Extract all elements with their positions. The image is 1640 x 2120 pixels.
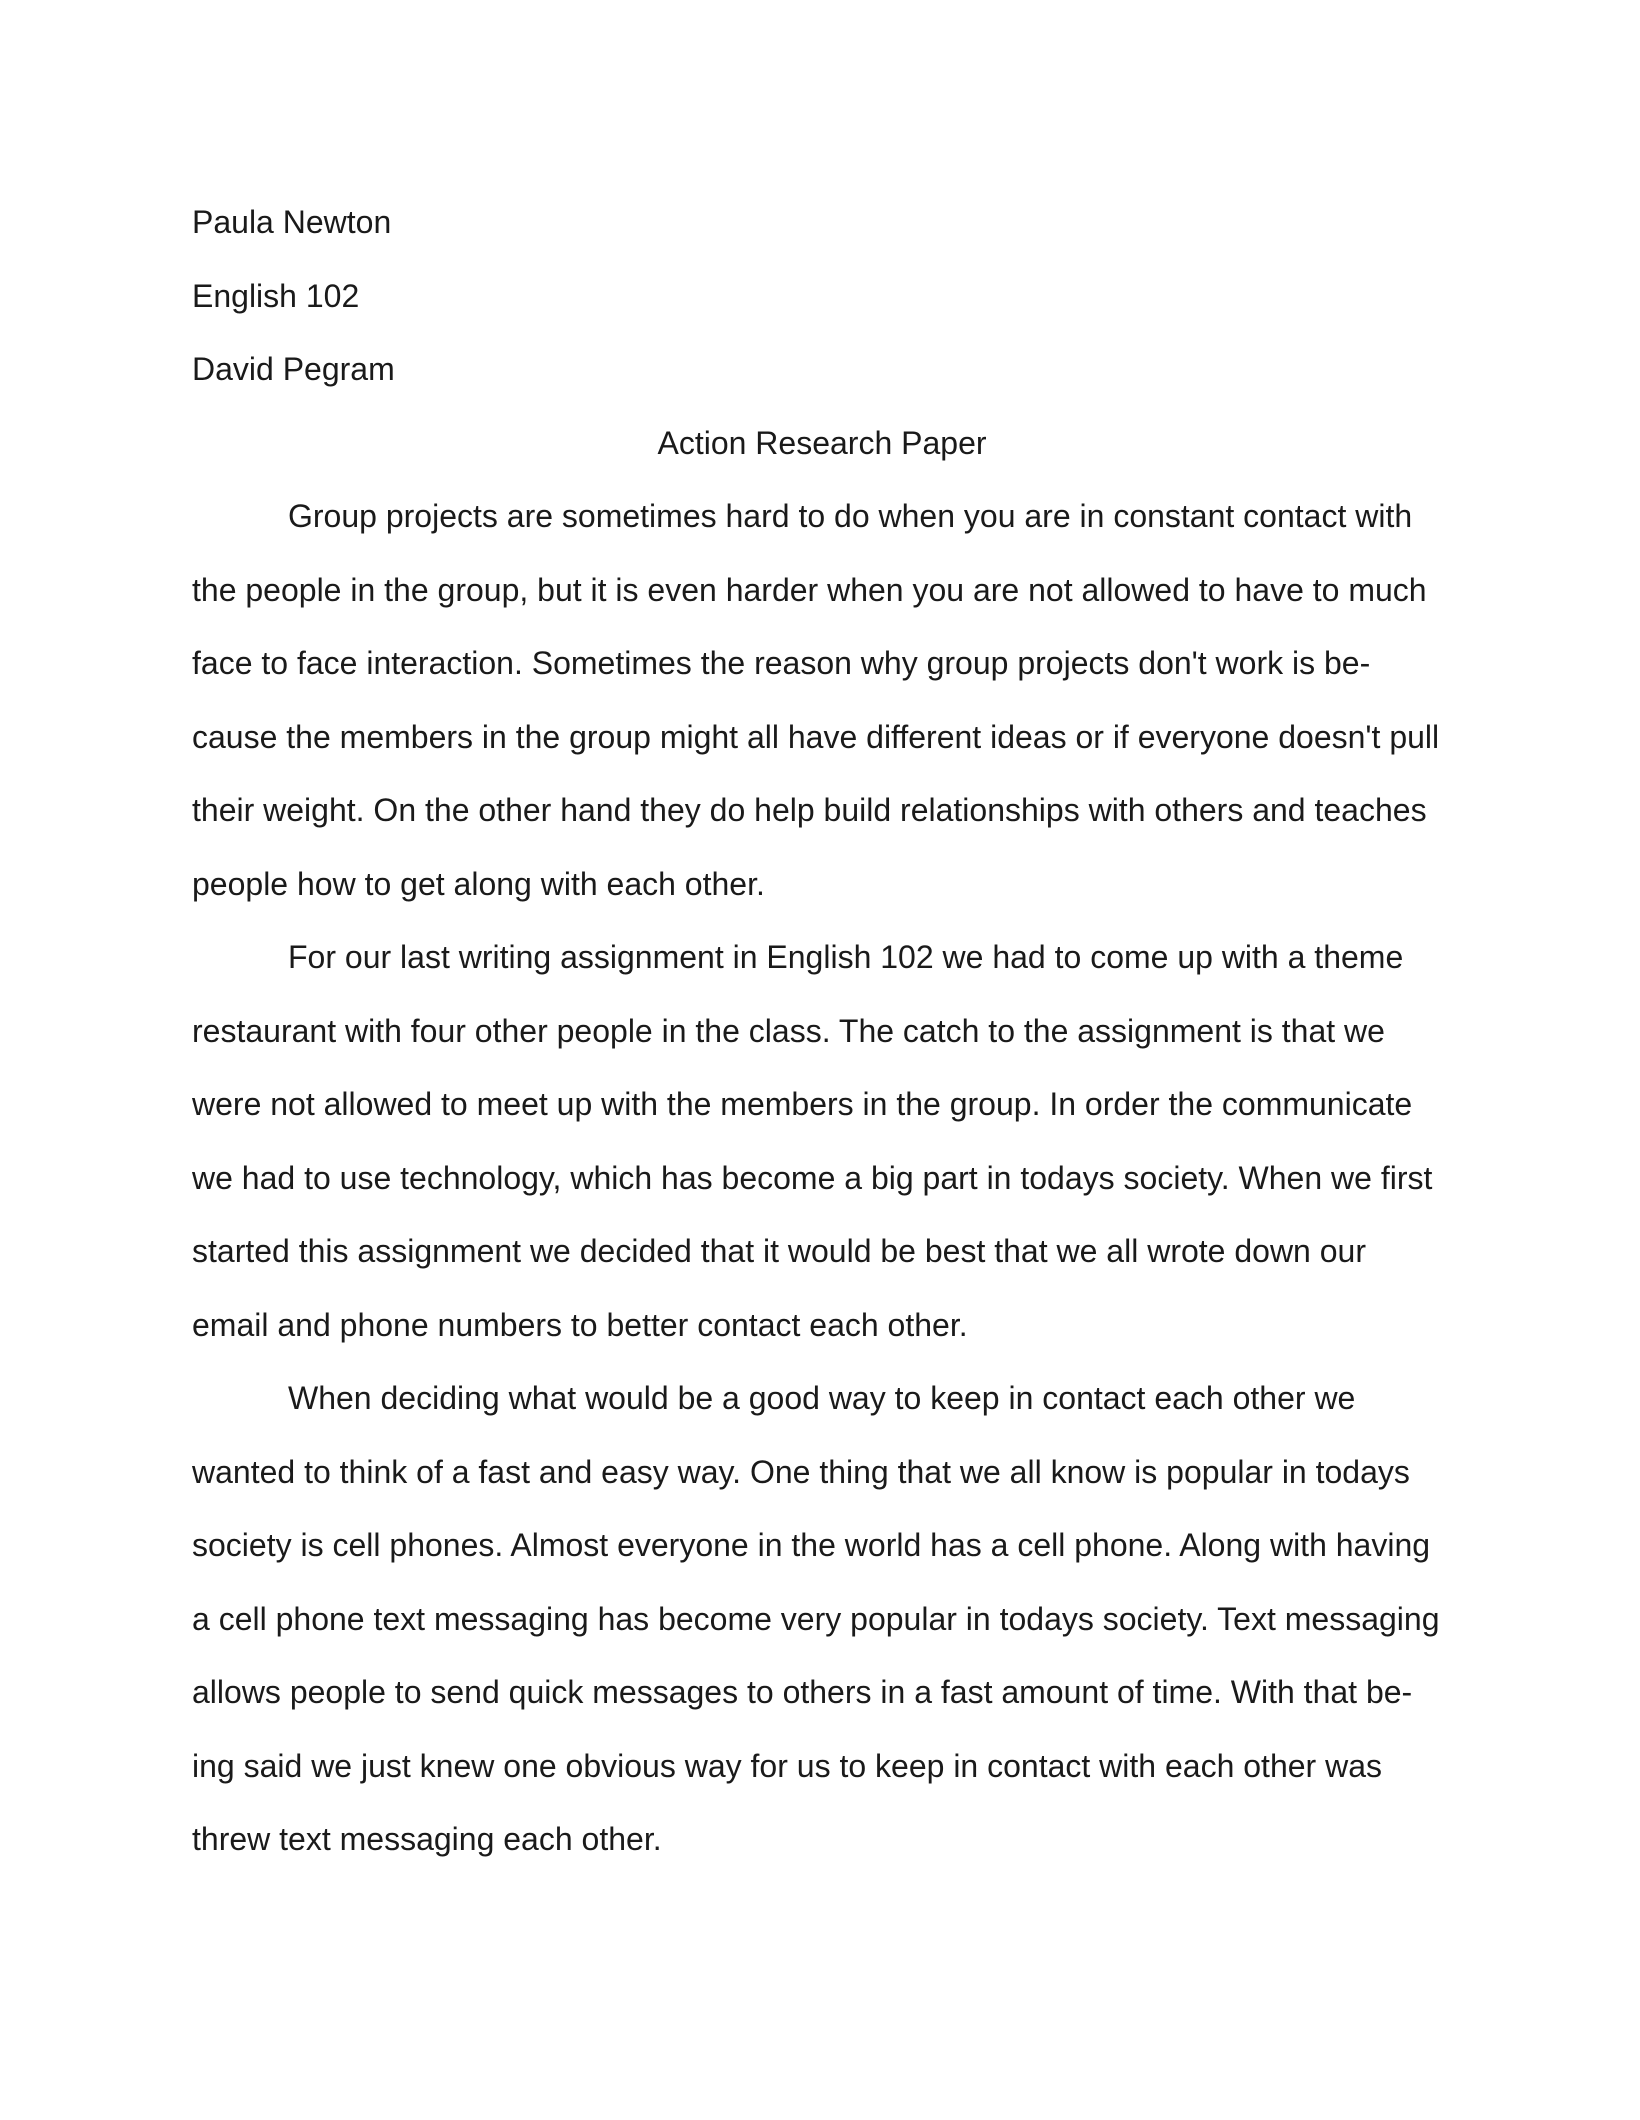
- paragraph-line: we had to use technology, which has become a big part in todays society. When we first: [192, 1159, 1433, 1196]
- paragraph-line: When deciding what would be a good way to keep in contact each other we: [288, 1380, 1356, 1416]
- paragraph-line: allows people to send quick messages to others in a fast amount of time. With that be-: [192, 1674, 1413, 1710]
- paragraph-line: society is cell phones. Almost everyone in the world has a cell phone. Along with having: [192, 1527, 1431, 1563]
- paragraph-line: cause the members in the group might all have different ideas or if everyone doesn't pull: [192, 718, 1440, 755]
- paragraph-line: threw text messaging each other.: [192, 1821, 662, 1857]
- paragraph-line: started this assignment we decided that it would be best that we all wrote down our: [192, 1233, 1366, 1269]
- paragraph-line: For our last writing assignment in English 102 we had to come up with a theme: [288, 939, 1404, 975]
- author-name: Paula Newton: [192, 204, 392, 240]
- paragraph-line: were not allowed to meet up with the members in the group. In order the communicate: [192, 1086, 1413, 1122]
- paragraph-line: email and phone numbers to better contact each other.: [192, 1306, 968, 1343]
- paragraph-line: their weight. On the other hand they do help build relationships with others and teaches: [192, 792, 1427, 828]
- paragraph-line: face to face interaction. Sometimes the reason why group projects don't work is be-: [192, 645, 1371, 681]
- instructor-name: David Pegram: [192, 351, 395, 387]
- document-body: [192, 186, 1452, 1877]
- paragraph-1: [192, 480, 1452, 921]
- paragraph-line: wanted to think of a fast and easy way. One thing that we all know is popular in todays: [192, 1453, 1410, 1490]
- paragraph-3: [192, 1362, 1452, 1877]
- paragraph-line: people how to get along with each other.: [192, 865, 765, 902]
- paragraph-line: ing said we just knew one obvious way for us to keep in contact with each other was: [192, 1747, 1382, 1784]
- paragraph-line: restaurant with four other people in the class. The catch to the assignment is that we: [192, 1012, 1385, 1049]
- paragraph-2: [192, 921, 1452, 1362]
- paper-title: Action Research Paper: [657, 424, 987, 461]
- paragraph-line: a cell phone text messaging has become very popular in todays society. Text messaging: [192, 1600, 1440, 1637]
- paragraph-line: the people in the group, but it is even harder when you are not allowed to have to much: [192, 571, 1427, 608]
- course-name: English 102: [192, 277, 360, 314]
- paragraph-line: Group projects are sometimes hard to do when you are in constant contact with: [288, 498, 1413, 534]
